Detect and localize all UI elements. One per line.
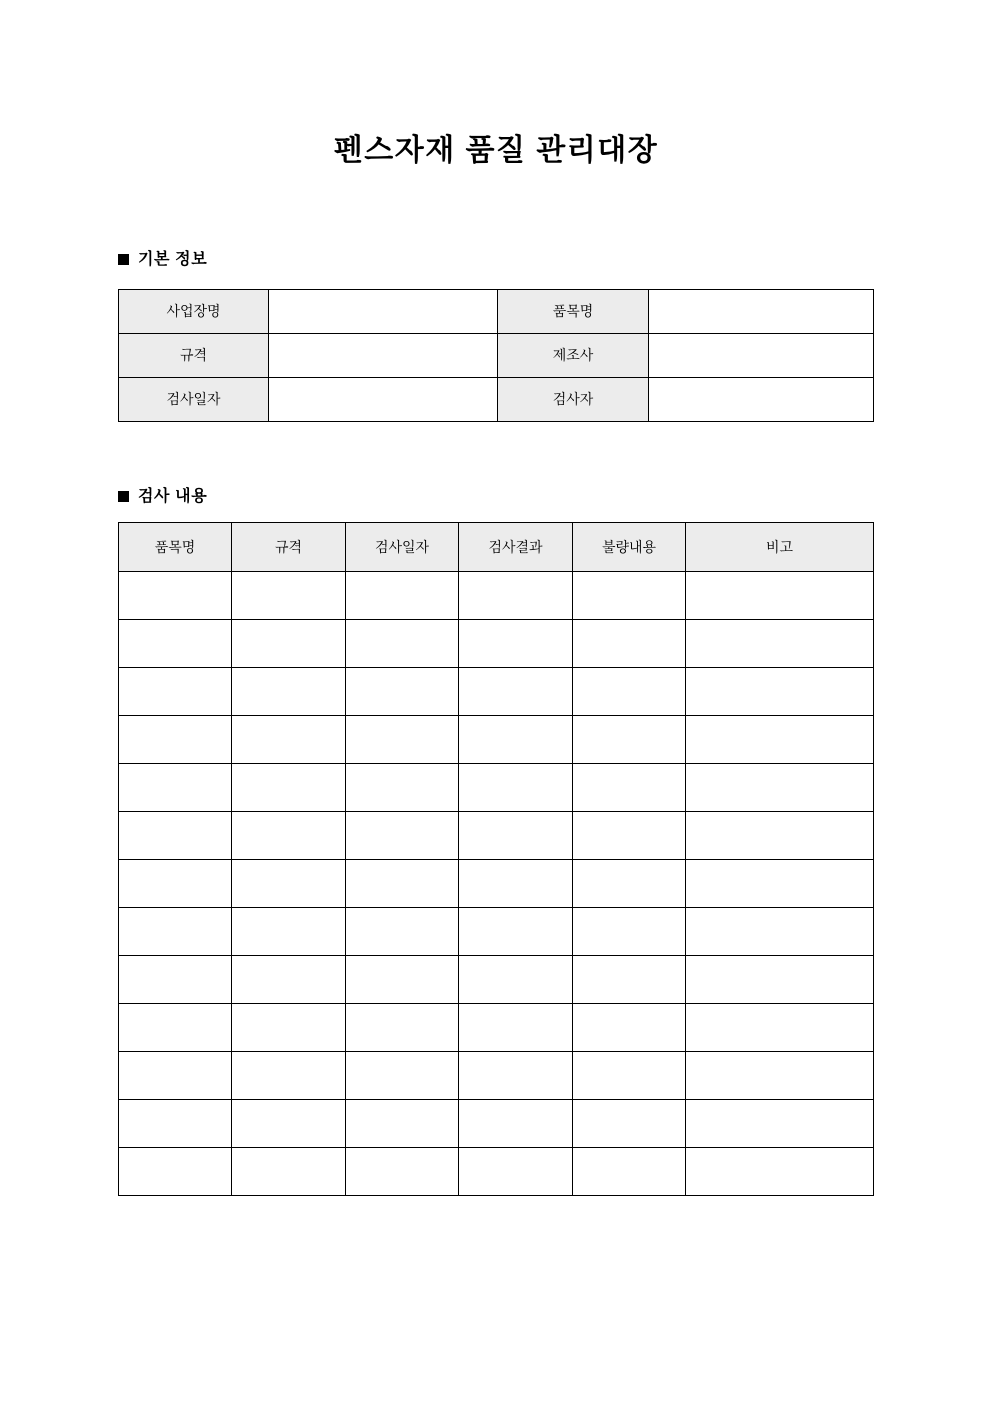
cell-defect-details[interactable] [573,716,686,764]
cell-inspection-date[interactable] [346,1052,459,1100]
cell-remarks[interactable] [686,812,874,860]
field-label-specification: 규격 [119,334,269,378]
cell-defect-details[interactable] [573,812,686,860]
cell-inspection-date[interactable] [346,908,459,956]
cell-item-name[interactable] [119,1004,232,1052]
cell-inspection-result[interactable] [459,572,573,620]
cell-item-name[interactable] [119,860,232,908]
table-row [119,1100,874,1148]
cell-inspection-result[interactable] [459,812,573,860]
cell-defect-details[interactable] [573,1148,686,1196]
cell-remarks[interactable] [686,860,874,908]
column-header-inspection-result: 검사결과 [459,523,573,572]
field-label-inspector: 검사자 [498,378,649,422]
cell-defect-details[interactable] [573,620,686,668]
cell-specification[interactable] [232,956,346,1004]
table-row [119,956,874,1004]
field-label-inspection-date: 검사일자 [119,378,269,422]
cell-defect-details[interactable] [573,1100,686,1148]
cell-specification[interactable] [232,1004,346,1052]
cell-item-name[interactable] [119,1052,232,1100]
cell-inspection-date[interactable] [346,812,459,860]
inspection-table [118,522,874,1196]
cell-inspection-date[interactable] [346,1100,459,1148]
column-header-item-name: 품목명 [119,523,232,572]
field-label-worksite-name: 사업장명 [119,290,269,334]
cell-specification[interactable] [232,1148,346,1196]
cell-remarks[interactable] [686,956,874,1004]
cell-item-name[interactable] [119,908,232,956]
cell-item-name[interactable] [119,1100,232,1148]
section-heading-inspection [118,487,207,506]
cell-defect-details[interactable] [573,908,686,956]
table-row [119,908,874,956]
cell-remarks[interactable] [686,572,874,620]
field-label-item-name: 품목명 [498,290,649,334]
cell-specification[interactable] [232,572,346,620]
cell-inspection-date[interactable] [346,668,459,716]
cell-specification[interactable] [232,716,346,764]
field-value-inspection-date[interactable] [269,378,498,422]
section-heading-inspection-label: 검사 내용 [138,488,208,505]
table-row [119,572,874,620]
cell-defect-details[interactable] [573,1004,686,1052]
cell-item-name[interactable] [119,764,232,812]
section-heading-basic-info [118,250,207,269]
page-title: 펜스자재 품질 관리대장 [333,134,659,167]
column-header-defect-details: 불량내용 [573,523,686,572]
basic-info-table [118,289,874,422]
cell-specification[interactable] [232,860,346,908]
cell-inspection-result[interactable] [459,668,573,716]
cell-inspection-date[interactable] [346,1004,459,1052]
table-row [119,378,874,422]
cell-specification[interactable] [232,1100,346,1148]
black-square-bullet-icon [118,491,129,502]
cell-remarks[interactable] [686,668,874,716]
column-header-remarks: 비고 [686,523,874,572]
cell-inspection-date[interactable] [346,1148,459,1196]
cell-item-name[interactable] [119,1148,232,1196]
cell-inspection-date[interactable] [346,956,459,1004]
table-row [119,1052,874,1100]
cell-specification[interactable] [232,908,346,956]
cell-inspection-result[interactable] [459,956,573,1004]
cell-item-name[interactable] [119,812,232,860]
table-header-row [119,523,874,572]
cell-remarks[interactable] [686,908,874,956]
cell-remarks[interactable] [686,1052,874,1100]
table-row [119,812,874,860]
cell-specification[interactable] [232,1052,346,1100]
table-row [119,1148,874,1196]
cell-inspection-result[interactable] [459,764,573,812]
cell-specification[interactable] [232,764,346,812]
cell-defect-details[interactable] [573,572,686,620]
cell-defect-details[interactable] [573,956,686,1004]
cell-inspection-result[interactable] [459,860,573,908]
cell-defect-details[interactable] [573,1052,686,1100]
table-row [119,290,874,334]
cell-remarks[interactable] [686,1100,874,1148]
field-value-worksite-name[interactable] [269,290,498,334]
cell-item-name[interactable] [119,956,232,1004]
field-value-specification[interactable] [269,334,498,378]
section-heading-basic-info-label: 기본 정보 [138,251,208,268]
cell-inspection-result[interactable] [459,1148,573,1196]
field-value-manufacturer[interactable] [649,334,874,378]
cell-remarks[interactable] [686,716,874,764]
cell-defect-details[interactable] [573,668,686,716]
cell-inspection-date[interactable] [346,860,459,908]
cell-item-name[interactable] [119,716,232,764]
cell-inspection-result[interactable] [459,1004,573,1052]
cell-remarks[interactable] [686,764,874,812]
cell-item-name[interactable] [119,668,232,716]
field-value-item-name[interactable] [649,290,874,334]
cell-inspection-date[interactable] [346,764,459,812]
cell-defect-details[interactable] [573,764,686,812]
table-row [119,716,874,764]
field-label-manufacturer: 제조사 [498,334,649,378]
cell-inspection-result[interactable] [459,716,573,764]
cell-specification[interactable] [232,668,346,716]
cell-defect-details[interactable] [573,860,686,908]
cell-remarks[interactable] [686,1148,874,1196]
column-header-specification: 규격 [232,523,346,572]
cell-inspection-result[interactable] [459,620,573,668]
cell-remarks[interactable] [686,1004,874,1052]
cell-inspection-date[interactable] [346,572,459,620]
cell-inspection-date[interactable] [346,620,459,668]
table-row [119,668,874,716]
cell-item-name[interactable] [119,572,232,620]
cell-specification[interactable] [232,620,346,668]
cell-inspection-result[interactable] [459,1052,573,1100]
cell-specification[interactable] [232,812,346,860]
table-row [119,1004,874,1052]
column-header-inspection-date: 검사일자 [346,523,459,572]
black-square-bullet-icon [118,254,129,265]
table-row [119,860,874,908]
field-value-inspector[interactable] [649,378,874,422]
cell-inspection-result[interactable] [459,908,573,956]
cell-inspection-result[interactable] [459,1100,573,1148]
table-row [119,620,874,668]
table-row [119,334,874,378]
cell-inspection-date[interactable] [346,716,459,764]
table-row [119,764,874,812]
cell-item-name[interactable] [119,620,232,668]
cell-remarks[interactable] [686,620,874,668]
